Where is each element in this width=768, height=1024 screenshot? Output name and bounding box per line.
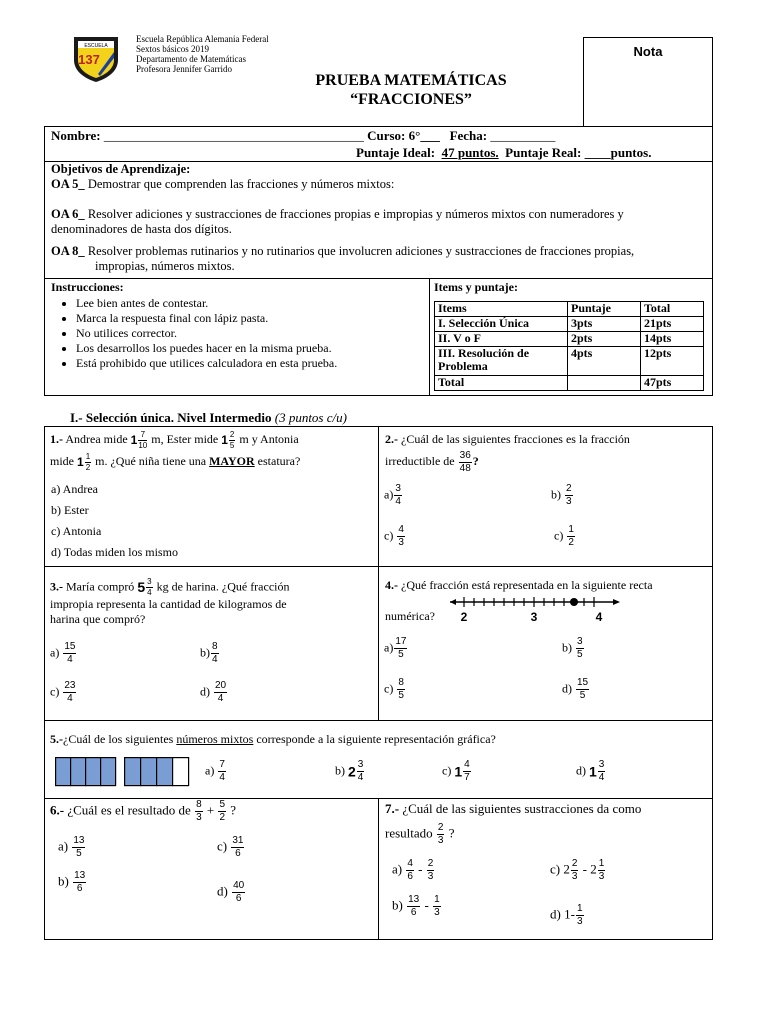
answer-option[interactable]: a) $\frac{13}{5}$ [58, 835, 85, 859]
q1-text: m y Antonia [239, 432, 299, 446]
nota-label: Nota [633, 44, 663, 59]
answer-option[interactable]: b) 2 $\frac{3}{4}$ [335, 759, 364, 783]
name-field[interactable]: ________________________________________ [103, 128, 364, 143]
fraction: $\frac{7}{10}$ [138, 429, 148, 450]
objective-text: Resolver problemas rutinarios y no rutinarios que involucren adiciones y sustracciones de fracciones propias, [87, 244, 635, 258]
scoring-heading: Items y puntaje: [434, 280, 518, 294]
grid-line [378, 798, 379, 940]
question-number: 5.- [50, 732, 63, 746]
table-cell [568, 376, 641, 391]
answer-option[interactable]: c) Antonia [51, 524, 102, 538]
ideal-score-label: Puntaje Ideal: [356, 145, 436, 160]
instruction-item: • Marca la respuesta final con lápiz pasta. [76, 311, 430, 326]
q4-text: ¿Qué fracción está representada en la siguiente recta [401, 578, 653, 592]
objective-text: Resolver adiciones y sustracciones de fracciones propias e impropias y números mixtos con numeradores y [87, 207, 624, 221]
table-header: Puntaje [568, 302, 641, 317]
answer-option[interactable]: c) $\frac{4}{3}$ [384, 524, 404, 548]
table-cell: 2pts [568, 332, 641, 347]
answer-option[interactable]: d) 1- $\frac{1}{3}$ [550, 903, 583, 927]
q1-text: m. ¿Qué niña tiene una [95, 453, 207, 468]
student-line [51, 128, 555, 144]
answer-option[interactable]: c) $\frac{8}{5}$ [384, 677, 404, 701]
school-line: Escuela República Alemania Federal [136, 34, 269, 44]
table-row [435, 347, 704, 376]
fraction: $\frac{8}{3}$ [196, 799, 202, 823]
answer-option[interactable]: d) 1 $\frac{3}{4}$ [576, 759, 605, 783]
fraction-bars-figure [55, 757, 191, 787]
q3-text: impropia representa la cantidad de kilogramos de [50, 597, 287, 611]
table-cell: II. V o F [435, 332, 568, 347]
answer-option[interactable]: c) $\frac{1}{2}$ [554, 524, 574, 548]
page-subtitle: “FRACCIONES” [350, 91, 472, 108]
objective-text: Demostrar que comprenden las fracciones y números mixtos: [87, 177, 395, 191]
objective-code: OA 6_ [51, 207, 85, 221]
fraction: $\frac{2}{5}$ [229, 429, 235, 450]
instruction-item: • Los desarrollos los puedes hacer en la misma prueba. [76, 341, 430, 356]
q3-text: kg de harina. ¿Qué fracción [156, 579, 290, 594]
answer-option[interactable]: c) $\frac{23}{4}$ [50, 680, 76, 704]
table-cell: III. Resolución de Problema [435, 347, 568, 376]
answer-option[interactable]: b) $\frac{3}{5}$ [562, 636, 583, 660]
q5-text: ¿Cuál de los siguientes [63, 732, 174, 746]
objective-code: OA 8_ [51, 244, 85, 258]
q1-text: estatura? [257, 453, 301, 468]
date-field[interactable]: __________ [490, 128, 556, 143]
axis-label: 2 [460, 610, 468, 624]
school-logo [70, 34, 122, 84]
table-cell: Total [435, 376, 568, 391]
axis-label: 4 [595, 610, 603, 624]
course-label[interactable]: Curso: 6°___ [367, 128, 440, 143]
question-number: 3.- [50, 579, 63, 594]
grid-line [44, 798, 713, 799]
answer-option[interactable]: a) $\frac{3}{4}$ [384, 483, 401, 507]
school-line: Departamento de Matemáticas [136, 54, 246, 64]
real-score-label: Puntaje Real: [505, 145, 582, 160]
instruction-item: • No utilices corrector. [76, 326, 430, 341]
table-header-row [435, 302, 704, 317]
answer-option[interactable]: d) $\frac{15}{5}$ [562, 677, 589, 701]
objective-code: OA 5_ [51, 177, 85, 191]
question-number: 2.- [385, 432, 398, 446]
axis-label: 3 [530, 610, 538, 624]
q7-text: ¿Cuál de las siguientes sustracciones da como [402, 801, 642, 816]
q2-end: ? [472, 454, 479, 468]
question-6 [50, 800, 236, 823]
grid-line [378, 426, 379, 720]
table-header: Items [435, 302, 568, 317]
q4-text: numérica? [385, 609, 435, 623]
fraction: $\frac{36}{48}$ [459, 449, 471, 474]
section-title [70, 410, 347, 426]
grid-line [44, 566, 713, 567]
section-note: (3 puntos c/u) [274, 410, 347, 425]
objective-text-cont: impropias, números mixtos. [95, 259, 235, 273]
mixed-number-whole: 1 [77, 454, 84, 469]
table-cell: 12pts [641, 347, 704, 376]
table-cell: 21pts [641, 317, 704, 332]
section-title-text: I.- Selección única. Nivel Intermedio [70, 410, 272, 425]
answer-option[interactable]: b) $\frac{13}{6}$ - $\frac{1}{3}$ [392, 894, 440, 918]
q6-text: ¿Cuál es el resultado de [67, 802, 191, 818]
q7-text: resultado [385, 825, 433, 841]
table-cell: 3pts [568, 317, 641, 332]
instruction-item: • Lee bien antes de contestar. [76, 296, 430, 311]
q5-text: corresponde a la siguiente representación gráfica? [256, 732, 496, 746]
real-score-field[interactable]: ____puntos. [584, 145, 652, 160]
mixed-number-whole: 5 [137, 579, 146, 595]
fraction: $\frac{5}{2}$ [219, 799, 226, 823]
fraction: $\frac{3}{4}$ [147, 577, 152, 597]
answer-option[interactable]: a) $\frac{7}{4}$ [205, 759, 225, 783]
answer-option[interactable]: a) $\frac{17}{5}$ [384, 636, 407, 660]
number-line [448, 592, 628, 626]
q1-text: Andrea mide [65, 432, 128, 446]
answer-option[interactable]: a) Andrea [51, 482, 98, 496]
q1-emphasis: MAYOR [209, 453, 255, 468]
q5-underlined: números mixtos [176, 732, 254, 746]
question-7-line2 [385, 823, 455, 846]
school-info [136, 34, 269, 74]
fraction: $\frac{1}{2}$ [85, 451, 91, 472]
answer-option[interactable]: c) 1 $\frac{4}{7}$ [442, 759, 470, 783]
question-2 [385, 428, 707, 474]
answer-option[interactable]: c) 2 $\frac{2}{3}$ - 2 $\frac{1}{3}$ [550, 858, 605, 882]
school-line: Profesora Jennifer Garrido [136, 64, 232, 74]
answer-option[interactable]: d) $\frac{20}{4}$ [200, 680, 227, 704]
question-1 [50, 429, 376, 473]
score-line [356, 145, 651, 161]
mixed-number-whole: 1 [130, 432, 138, 447]
question-number: 6.- [50, 802, 65, 818]
answer-option[interactable]: b) $\frac{8}{4}$ [200, 641, 218, 665]
answer-option[interactable]: a) $\frac{15}{4}$ [50, 641, 76, 665]
objective-oa5 [51, 177, 711, 192]
logo-number: 137 [78, 52, 100, 67]
scoring-table [434, 301, 704, 391]
q1-text: m, Ester mide [151, 432, 219, 446]
table-row [435, 376, 704, 391]
table-cell: I. Selección Única [435, 317, 568, 332]
page-title: PRUEBA MATEMÁTICAS [315, 72, 507, 89]
q6-end: ? [230, 802, 237, 818]
question-7 [385, 801, 641, 817]
question-3 [50, 578, 376, 627]
instructions-heading: Instrucciones: [51, 280, 124, 294]
q7-end: ? [448, 825, 455, 841]
instruction-item: • Está prohibido que utilices calculadora en esta prueba. [76, 356, 430, 371]
answer-option[interactable]: b) Ester [51, 503, 89, 517]
answer-option[interactable]: d) Todas miden los mismo [51, 545, 178, 559]
answer-option[interactable]: b) $\frac{2}{3}$ [551, 483, 572, 507]
table-cell: 4pts [568, 347, 641, 376]
table-cell: 47pts [641, 376, 704, 391]
q2-text: ¿Cuál de las siguientes fracciones es la fracción [401, 432, 630, 446]
grid-line [44, 720, 713, 721]
nota-box[interactable] [583, 37, 713, 127]
date-label: Fecha: [449, 128, 488, 143]
answer-option[interactable]: d) $\frac{40}{6}$ [217, 880, 245, 904]
table-row [435, 317, 704, 332]
answer-option[interactable]: c) $\frac{31}{6}$ [217, 835, 244, 859]
table-cell: 14pts [641, 332, 704, 347]
question-number: 7.- [385, 801, 400, 816]
objective-text-cont: denominadores de hasta dos dígitos. [51, 222, 232, 236]
q3-text: harina que compró? [50, 612, 146, 626]
logo-top-text: ESCUELA [84, 43, 108, 49]
question-4 [385, 578, 653, 593]
question-5 [50, 732, 496, 747]
table-row [435, 332, 704, 347]
objective-oa8 [51, 244, 711, 259]
objectives-heading: Objetivos de Aprendizaje: [51, 162, 191, 176]
objectives [51, 162, 711, 274]
answer-option[interactable]: a) $\frac{4}{6}$ - $\frac{2}{3}$ [392, 858, 434, 882]
q3-text: María compró [66, 579, 135, 594]
question-number: 4.- [385, 578, 398, 592]
number-line-point [570, 598, 578, 606]
q1-text: mide [50, 453, 74, 468]
name-label: Nombre: [51, 128, 101, 143]
school-line: Sextos básicos 2019 [136, 44, 209, 54]
objective-oa6 [51, 207, 711, 222]
mixed-number-whole: 1 [221, 432, 228, 447]
operator: + [206, 802, 215, 818]
q2-text: irreductible de [385, 454, 455, 468]
ideal-score-value: 47 puntos. [441, 145, 499, 160]
instructions-list [30, 296, 430, 371]
fraction: $\frac{2}{3}$ [437, 822, 444, 846]
answer-option[interactable]: b) $\frac{13}{6}$ [58, 870, 86, 894]
table-header: Total [641, 302, 704, 317]
question-number: 1.- [50, 432, 63, 446]
